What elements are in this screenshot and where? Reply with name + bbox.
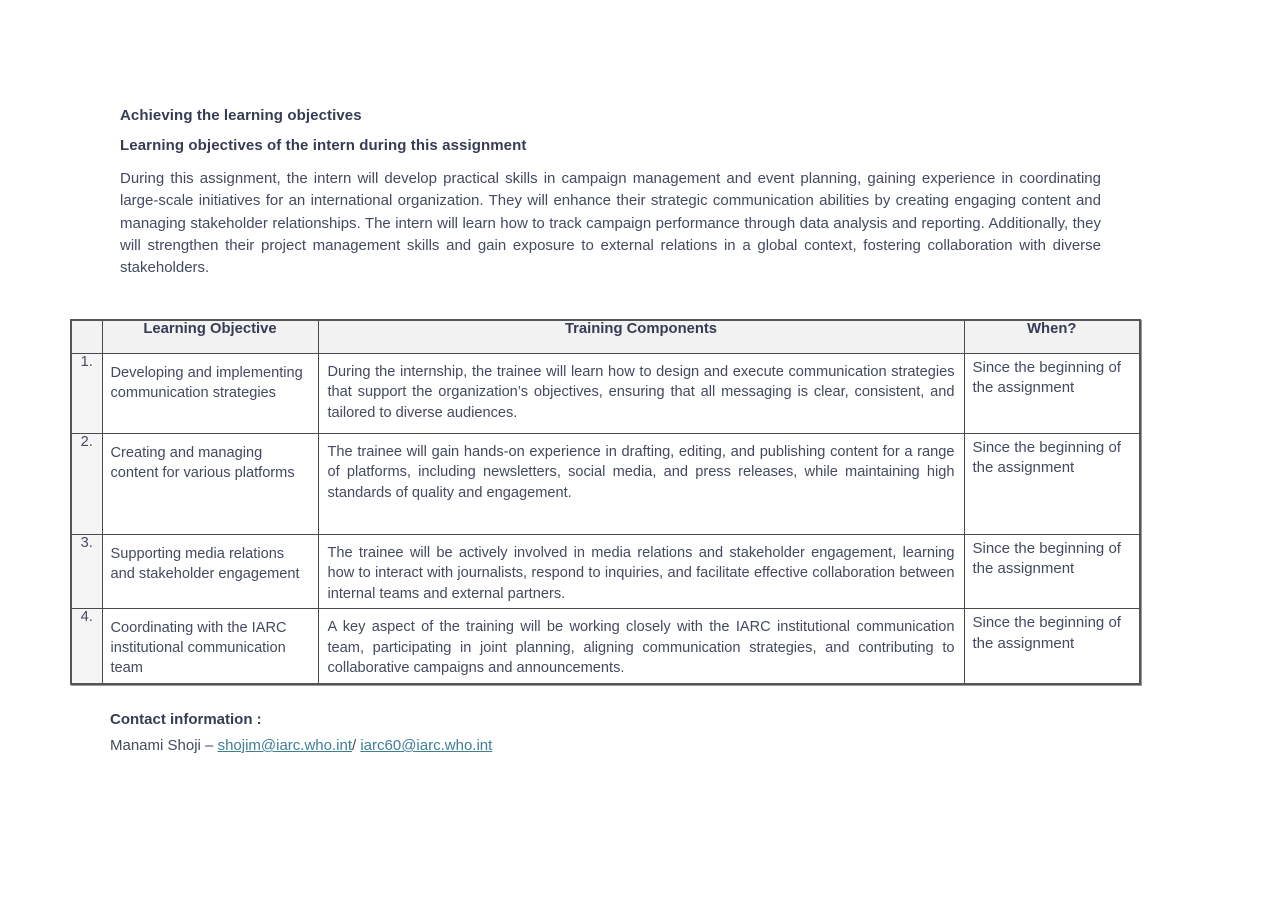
contact-line	[110, 737, 492, 754]
header-learning-objective: Learning Objective	[102, 320, 318, 353]
table-row	[71, 534, 1140, 609]
row-when: Since the beginning of the assignment	[964, 609, 1140, 684]
row-number: 2.	[71, 433, 102, 534]
row-components: The trainee will be actively involved in media relations and stakeholder engagement, learning how to interact with journalists, respond to inquiries, and facilitate effective collaboration between internal teams and external partners.	[318, 534, 964, 609]
intro-paragraph: During this assignment, the intern will develop practical skills in campaign management and event planning, gaining experience in coordinating large-scale initiatives for an international organization. They will enhance their strategic communication abilities by creating engaging content and managing stakeholder relationships. The intern will learn how to track campaign performance through data analysis and reporting. Additionally, they will strengthen their project management skills and gain exposure to external relations in a global context, fostering collaboration with diverse stakeholders.	[120, 170, 1101, 277]
section-title: Achieving the learning objectives	[120, 107, 362, 124]
row-number: 4.	[71, 609, 102, 684]
contact-heading: Contact information :	[110, 711, 262, 728]
row-objective: Supporting media relations and stakeholder engagement	[102, 534, 318, 609]
row-components: A key aspect of the training will be working closely with the IARC institutional communication team, participating in joint planning, aligning communication strategies, and contributing to collaborative campaigns and announcements.	[318, 609, 964, 684]
table-header-row	[71, 320, 1140, 353]
email-link-shojim[interactable]: shojim@iarc.who.int	[217, 737, 352, 754]
learning-objectives-table	[70, 319, 1141, 685]
row-objective: Coordinating with the IARC institutional communication team	[102, 609, 318, 684]
row-objective: Developing and implementing communication strategies	[102, 353, 318, 433]
section-subtitle: Learning objectives of the intern during this assignment	[120, 137, 527, 154]
row-objective: Creating and managing content for various platforms	[102, 433, 318, 534]
header-when: When?	[964, 320, 1140, 353]
row-when: Since the beginning of the assignment	[964, 353, 1140, 433]
email-separator: /	[352, 737, 361, 754]
row-when: Since the beginning of the assignment	[964, 433, 1140, 534]
row-number: 1.	[71, 353, 102, 433]
row-number: 3.	[71, 534, 102, 609]
row-components: The trainee will gain hands-on experience in drafting, editing, and publishing content for a range of platforms, including newsletters, social media, and press releases, while maintaining high standards of quality and engagement.	[318, 433, 964, 534]
row-when: Since the beginning of the assignment	[964, 534, 1140, 609]
table-row	[71, 433, 1140, 534]
row-components: During the internship, the trainee will learn how to design and execute communication strategies that support the organization’s objectives, ensuring that all messaging is clear, consistent, and tailored to diverse audiences.	[318, 353, 964, 433]
contact-name: Manami Shoji –	[110, 737, 218, 754]
header-number	[71, 320, 102, 353]
table-row	[71, 609, 1140, 684]
header-training-components: Training Components	[318, 320, 964, 353]
table-row	[71, 353, 1140, 433]
email-link-iarc60[interactable]: iarc60@iarc.who.int	[360, 737, 493, 754]
